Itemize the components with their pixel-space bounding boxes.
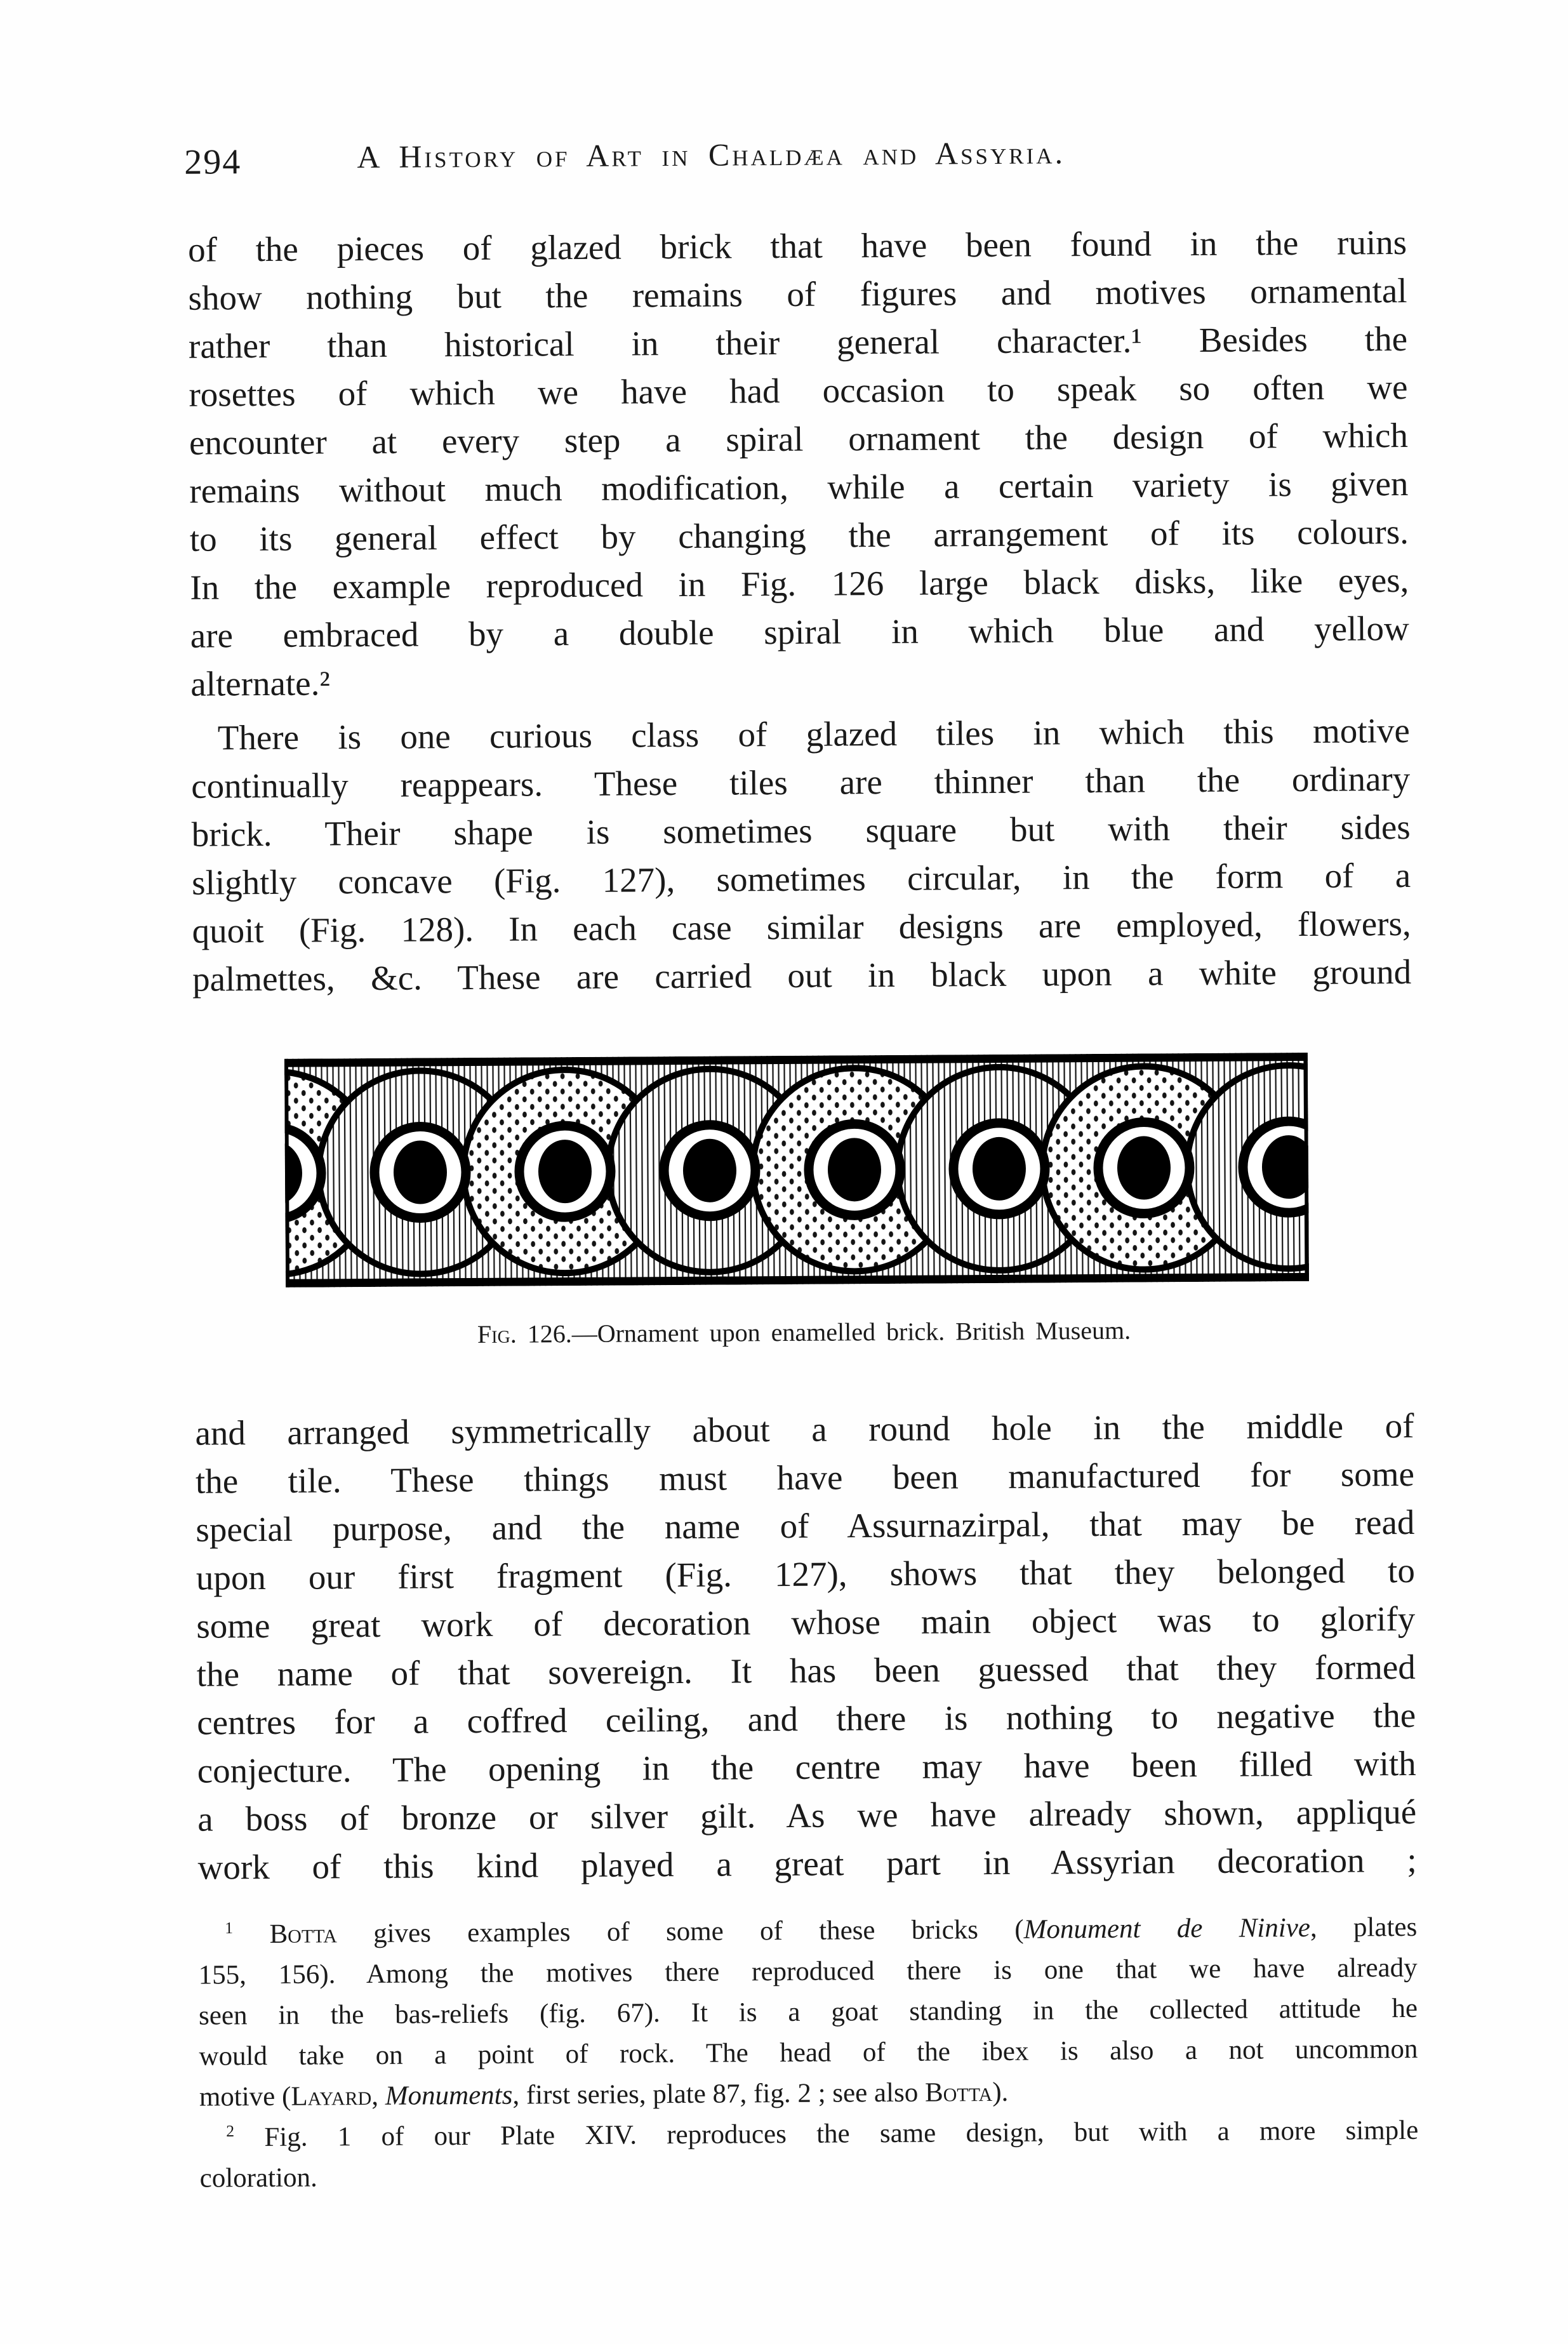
text-line: coloration. (199, 2162, 317, 2194)
text-line: the tile. These things must have been manufactured for some (195, 1454, 1415, 1501)
text-line: and arranged symmetrically about a round hole in the middle of (195, 1406, 1414, 1453)
text-line: are embraced by a double spiral in which blue and yellow (190, 608, 1409, 655)
text-line: palmettes, &c. These are carried out in black upon a white ground (192, 952, 1412, 999)
text-line: $^2$ Fig. 1 of our Plate XIV. reproduces the same design, but with a more simple (226, 2115, 1419, 2153)
text-line: rather than historical in their general character.¹ Besides the (188, 319, 1408, 366)
figure-caption-text: —Ornament upon enamelled brick. British Museum. (571, 1315, 1131, 1348)
text-line: a boss of bronze or silver gilt. As we have already shown, appliqué (197, 1792, 1417, 1839)
text-line: would take on a point of rock. The head of the ibex is also a not uncommon (199, 2034, 1418, 2072)
body-paragraph (191, 707, 1412, 1004)
text-line: to its general effect by changing the arrangement of its colours. (189, 512, 1409, 559)
text-line: slightly concave (Fig. 127), sometimes circular, in the form of a (192, 855, 1411, 902)
footnote-1 (198, 1907, 1418, 2118)
page-number: 294 (184, 142, 242, 182)
text-line: special purpose, and the name of Assurnazirpal, that may be read (196, 1502, 1415, 1549)
text-line: There is one curious class of glazed tiles in which this motive (217, 710, 1410, 757)
text-line: some great work of decoration whose main object was to glorify (196, 1599, 1416, 1646)
running-title: A History of Art in Chaldæa and Assyria. (357, 135, 1066, 175)
text-line: $^1$ Botta gives examples of some of these bricks (Monument de Ninive, plates (225, 1912, 1418, 1949)
text-line: upon our first fragment (Fig. 127), shows that they belonged to (196, 1550, 1416, 1597)
footnote-2 (199, 2110, 1419, 2199)
text-line: work of this kind played a great part in Assyrian decoration ; (197, 1840, 1417, 1887)
figure-caption-label: Fig. 126. (477, 1319, 572, 1348)
text-line: remains without much modification, while a certain variety is given (189, 463, 1409, 510)
figure-caption (194, 1314, 1413, 1351)
text-line: motive (Layard, Monuments, first series, plate 87, fig. 2 ; see also Botta). (199, 2077, 1009, 2112)
text-line: the name of that sovereign. It has been guessed that they formed (196, 1647, 1416, 1694)
footnotes (198, 1907, 1419, 2199)
text-line: brick. Their shape is sometimes square but with their sides (191, 807, 1411, 854)
text-line: show nothing but the remains of figures and motives ornamental (188, 270, 1407, 317)
body-paragraph (188, 218, 1410, 709)
figure-126 (284, 1053, 1309, 1288)
text-line: centres for a coffred ceiling, and there is nothing to negative the (197, 1695, 1416, 1742)
text-line: seen in the bas-reliefs (fig. 67). It is a goat standing in the collected attitude he (198, 1993, 1418, 2031)
text-line: encounter at every step a spiral ornament the design of which (189, 415, 1409, 462)
text-line: conjecture. The opening in the centre may have been filled with (197, 1743, 1416, 1790)
spiral-ornament-image (284, 1053, 1309, 1288)
text-line: rosettes of which we have had occasion to speak so often we (189, 367, 1408, 414)
text-line: continually reappears. These tiles are thinner than the ordinary (191, 759, 1411, 806)
text-line: alternate.² (190, 663, 331, 703)
text-line: 155, 156). Among the motives there reproduced there is one that we have already (198, 1952, 1418, 1990)
body-paragraph (195, 1402, 1417, 1892)
text-line: of the pieces of glazed brick that have been found in the ruins (187, 222, 1407, 269)
text-line: quoit (Fig. 128). In each case similar designs are employed, flowers, (192, 903, 1411, 950)
text-line: In the example reproduced in Fig. 126 large black disks, like eyes, (190, 560, 1409, 607)
